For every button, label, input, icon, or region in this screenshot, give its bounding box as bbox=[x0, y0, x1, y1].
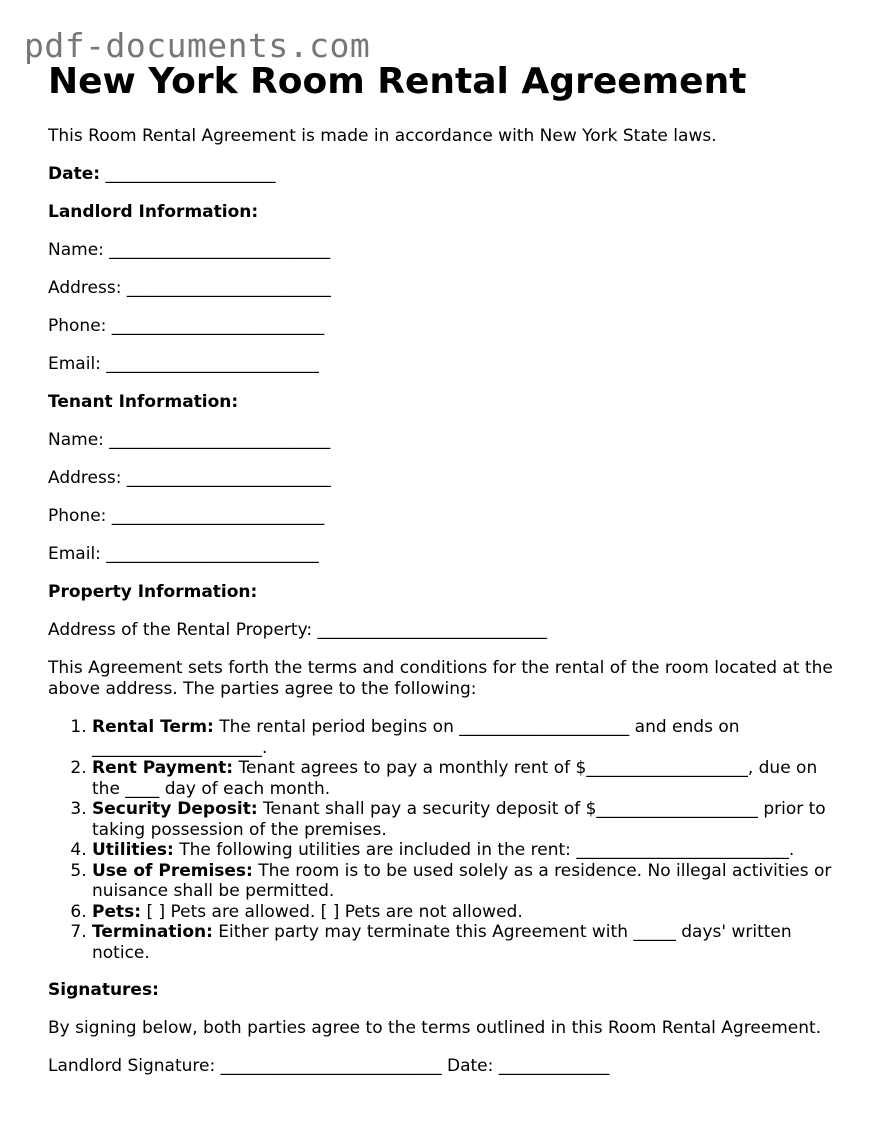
page-title: New York Room Rental Agreement bbox=[48, 61, 747, 102]
landlord-heading: Landlord Information: bbox=[48, 202, 259, 222]
terms-list bbox=[48, 717, 838, 963]
list-item bbox=[92, 861, 838, 902]
landlord-email-field[interactable]: Email: _________________________ bbox=[48, 354, 319, 374]
term-text[interactable]: The following utilities are included in the rent: _________________________. bbox=[173, 840, 795, 860]
tenant-name-field[interactable]: Name: __________________________ bbox=[48, 430, 331, 450]
intro-text: This Room Rental Agreement is made in accordance with New York State laws. bbox=[48, 126, 717, 146]
term-label: Security Deposit: bbox=[92, 799, 258, 819]
list-item bbox=[92, 717, 838, 758]
term-text[interactable]: Either party may terminate this Agreement with _____ days' written notice. bbox=[92, 922, 792, 963]
tenant-heading: Tenant Information: bbox=[48, 392, 239, 412]
term-label: Termination: bbox=[92, 922, 213, 942]
landlord-phone-field[interactable]: Phone: _________________________ bbox=[48, 316, 325, 336]
list-item bbox=[92, 758, 838, 799]
terms-intro: This Agreement sets forth the terms and conditions for the rental of the room located at the above address. The parties agree to the following: bbox=[48, 658, 833, 699]
list-item bbox=[92, 840, 838, 861]
date-blank[interactable]: ____________________ bbox=[100, 164, 276, 184]
date-label: Date: bbox=[48, 164, 101, 184]
tenant-phone-field[interactable]: Phone: _________________________ bbox=[48, 506, 325, 526]
list-item bbox=[92, 902, 838, 923]
watermark: pdf-documents.com bbox=[24, 26, 371, 65]
landlord-address-field[interactable]: Address: ________________________ bbox=[48, 278, 331, 298]
property-address-field[interactable]: Address of the Rental Property: ___________________________ bbox=[48, 620, 548, 640]
term-text[interactable]: The rental period begins on ____________________ and ends on ____________________. bbox=[92, 717, 740, 758]
date-line bbox=[48, 164, 838, 185]
term-label: Pets: bbox=[92, 901, 142, 922]
tenant-email-field[interactable]: Email: _________________________ bbox=[48, 544, 319, 564]
term-label: Utilities: bbox=[92, 840, 174, 860]
term-label: Rent Payment: bbox=[92, 758, 234, 778]
property-heading: Property Information: bbox=[48, 582, 258, 602]
term-label: Use of Premises: bbox=[92, 860, 253, 881]
term-label: Rental Term: bbox=[92, 717, 214, 737]
landlord-name-field[interactable]: Name: __________________________ bbox=[48, 240, 331, 260]
landlord-signature-line[interactable]: Landlord Signature: __________________________ Date: _____________ bbox=[48, 1056, 610, 1076]
term-text: The room is to be used solely as a residence. No illegal activities or nuisance shall be permitted. bbox=[92, 860, 832, 901]
term-text[interactable]: Tenant agrees to pay a monthly rent of $___________________, due on the ____ day of each month. bbox=[92, 758, 818, 799]
list-item bbox=[92, 922, 838, 963]
term-text[interactable]: [ ] Pets are allowed. [ ] Pets are not allowed. bbox=[141, 901, 523, 922]
list-item bbox=[92, 799, 838, 840]
document bbox=[48, 58, 838, 1077]
signatures-statement: By signing below, both parties agree to the terms outlined in this Room Rental Agreement. bbox=[48, 1018, 822, 1038]
tenant-address-field[interactable]: Address: ________________________ bbox=[48, 468, 331, 488]
signatures-heading: Signatures: bbox=[48, 980, 159, 1000]
term-text[interactable]: Tenant shall pay a security deposit of $___________________ prior to taking possession of the premises. bbox=[92, 799, 826, 840]
